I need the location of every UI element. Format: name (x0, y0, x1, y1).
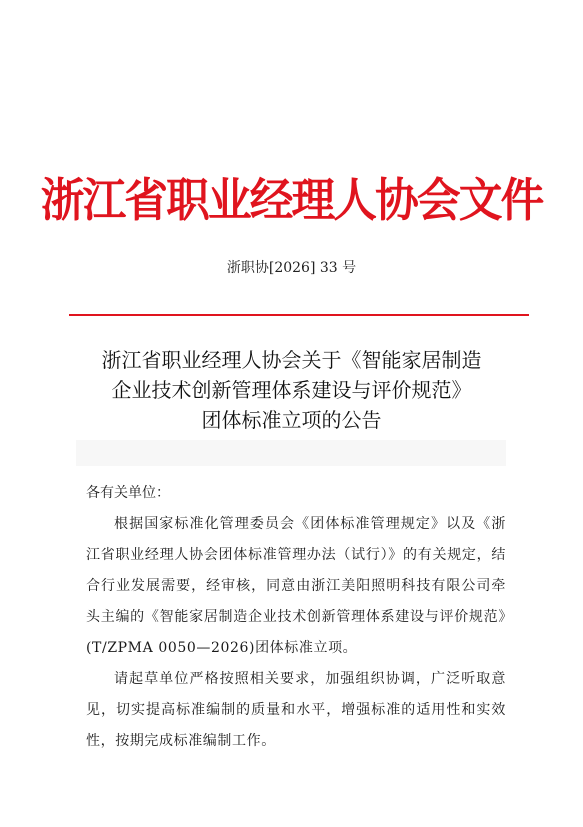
title-spacer-band (76, 440, 506, 466)
notice-title-line-3: 团体标准立项的公告 (201, 408, 382, 432)
salutation: 各有关单位： (86, 485, 170, 501)
document-number: 浙职协[2026] 33 号 (226, 260, 357, 276)
body-paragraph-1: 根据国家标准化管理委员会《团体标准管理规定》以及《浙江省职业经理人协会团体标准管理办法（试行）》的有关规定，结合行业发展需要，经审核，同意由浙江美阳照明科技有限公司牵头主编的《智能家居制造企业技术创新管理体系建设与评价规范》(T/ZPMA 0050—2026)团体标准立项。 (86, 516, 506, 656)
body-paragraph-2: 请起草单位严格按照相关要求，加强组织协调，广泛听取意见，切实提高标准编制的质量和水平，增强标准的适用性和实效性，按期完成标准编制工作。 (86, 671, 506, 749)
notice-title-line-1: 浙江省职业经理人协会关于《智能家居制造 (101, 348, 482, 372)
header-divider (69, 314, 529, 316)
notice-title-line-2: 企业技术创新管理体系建设与评价规范》 (111, 378, 472, 402)
notice-title (40, 345, 543, 435)
notice-body (86, 478, 506, 757)
organization-masthead: 浙江省职业经理人协会文件 (40, 173, 543, 227)
